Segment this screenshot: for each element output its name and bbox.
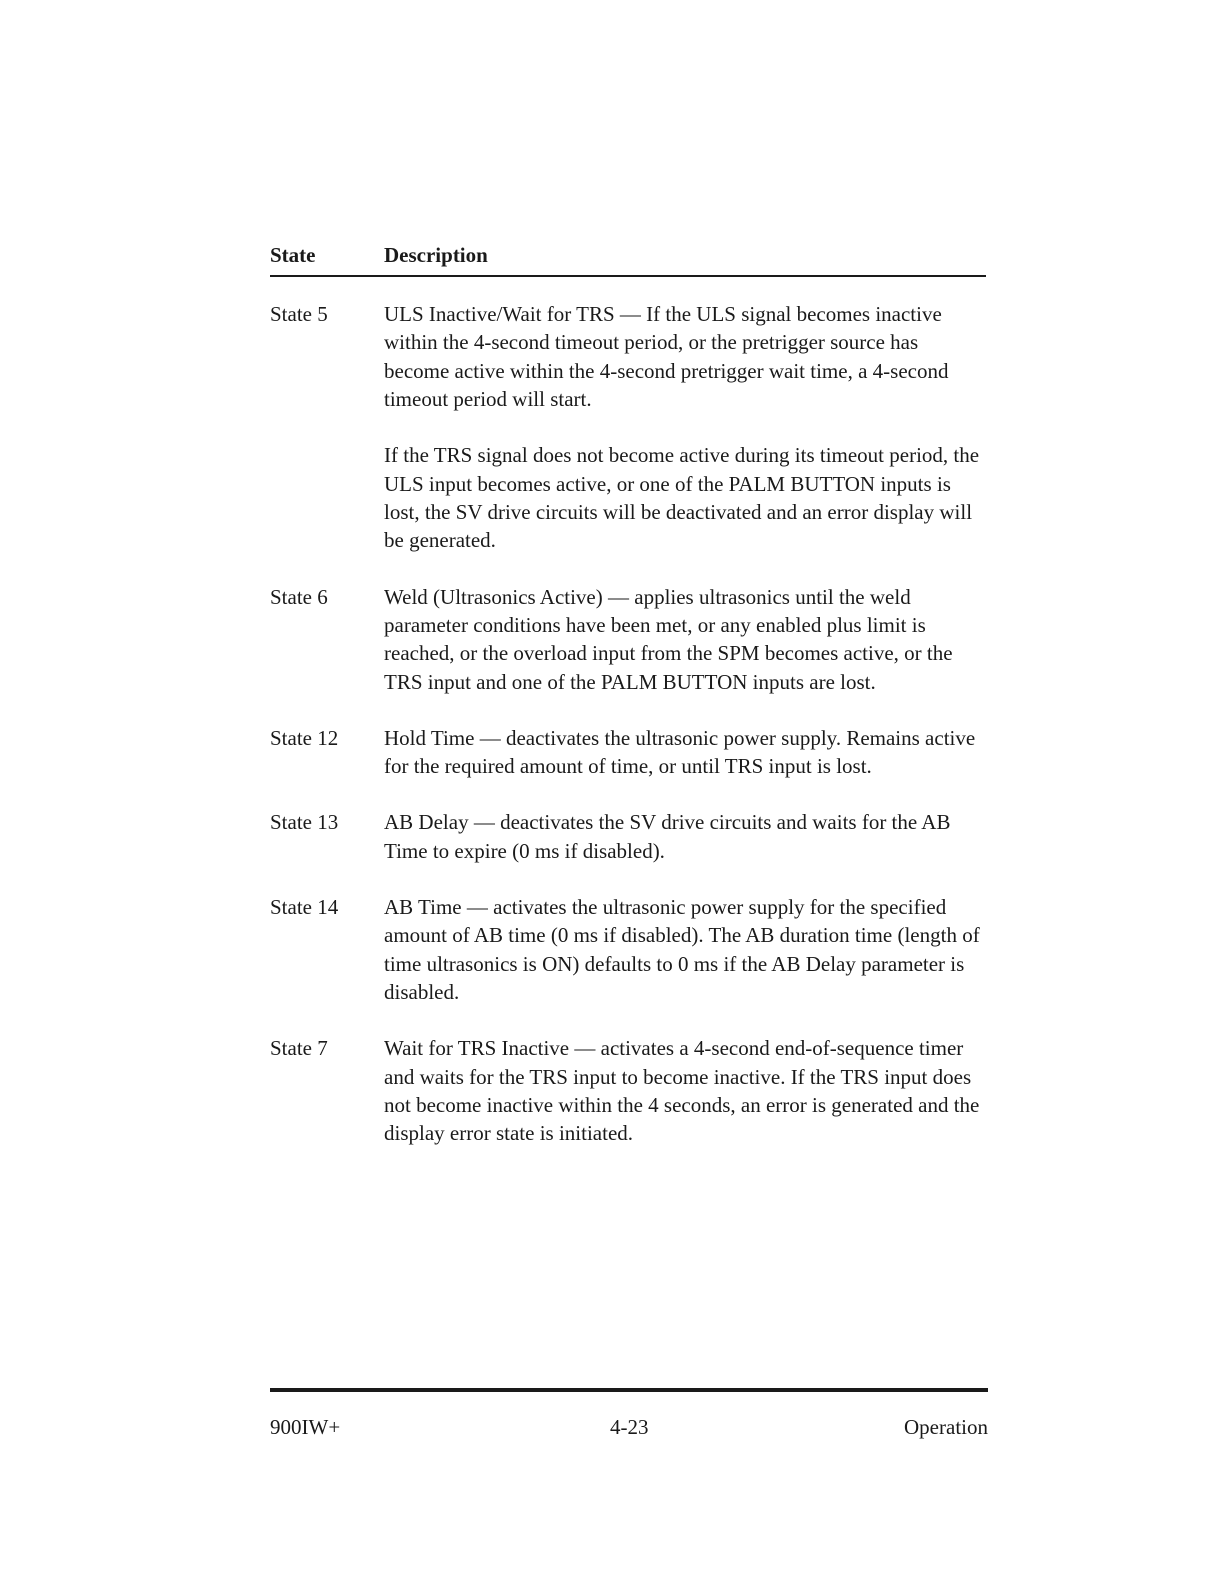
table-row	[270, 724, 986, 781]
footer-page-number: 4-23	[610, 1415, 649, 1439]
row-state-label: State 5	[270, 302, 328, 326]
description-paragraph: Weld (Ultrasonics Active) — applies ultrasonics until the weld parameter conditions have been met, or any enabled plus limit is reached, or the overload input from the SPM becomes active, or the TRS input and one of the PALM BUTTON inputs are lost.	[384, 584, 953, 694]
table-header	[270, 240, 986, 276]
footer-rule	[270, 1388, 988, 1392]
header-description: Description	[384, 243, 488, 267]
description-paragraph: If the TRS signal does not become active during its timeout period, the ULS input becomes active, or one of the PALM BUTTON inputs is lost, the SV drive circuits will be deactivated and an error display will be generated.	[384, 443, 980, 553]
table-row	[270, 893, 986, 1006]
row-state-label: State 12	[270, 725, 339, 750]
description-paragraph: Wait for TRS Inactive — activates a 4-second end-of-sequence timer and waits for the TRS input to become inactive. If the TRS input does not become inactive within the 4 seconds, an error is generated and the display error state is initiated.	[384, 1036, 980, 1146]
footer-model: 900IW+	[270, 1415, 341, 1439]
row-description	[384, 724, 986, 781]
description-paragraph: ULS Inactive/Wait for TRS — If the ULS signal becomes inactive within the 4-second timeout period, or the pretrigger source has become active within the 4-second pretrigger wait time, a 4-second timeout period will start.	[384, 302, 949, 411]
state-table	[270, 300, 986, 1175]
row-description	[384, 1034, 986, 1147]
header-state: State	[270, 243, 316, 267]
description-paragraph: Hold Time — deactivates the ultrasonic power supply. Remains active for the required amount of time, or until TRS input is lost.	[384, 725, 976, 779]
table-row	[270, 583, 986, 696]
row-state-label: State 13	[270, 810, 339, 835]
table-row	[270, 300, 986, 555]
table-row	[270, 1034, 986, 1147]
row-description	[384, 300, 986, 555]
row-description	[384, 808, 986, 865]
description-paragraph: AB Time — activates the ultrasonic power supply for the specified amount of AB time (0 ms if disabled). The AB duration time (length of time ultrasonics is ON) defaults to 0 ms if the AB Delay parameter is disabled.	[384, 895, 980, 1004]
header-rule	[270, 275, 986, 277]
footer-section: Operation	[904, 1415, 988, 1439]
description-paragraph: AB Delay — deactivates the SV drive circuits and waits for the AB Time to expire (0 ms if disabled).	[384, 810, 951, 863]
row-description	[384, 583, 986, 696]
row-state-label: State 14	[270, 895, 339, 920]
row-state-label: State 6	[270, 584, 328, 609]
page-footer	[270, 1412, 988, 1442]
row-state-label: State 7	[270, 1036, 328, 1061]
table-row	[270, 808, 986, 865]
row-description	[384, 893, 986, 1006]
